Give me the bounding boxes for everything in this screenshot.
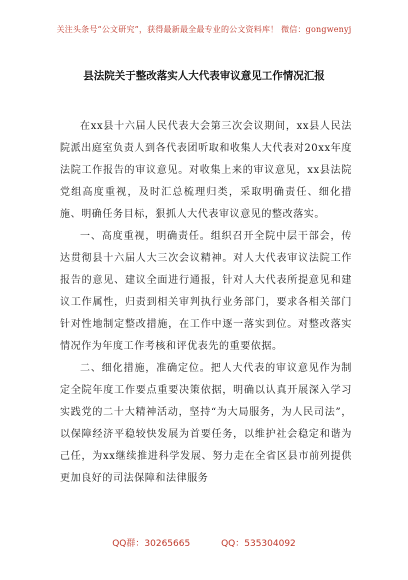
header-banner: 关注头条号“公文研究”，获得最新最全最专业的公文资料库！ 微信：gongwenyj [56,25,352,34]
footer-qq-number: QQ：535304092 [221,539,296,549]
document-title: 县法院关于整改落实人大代表审议意见工作情况汇报 [83,70,325,82]
footer-contact [0,536,408,549]
footer-qq-group: QQ群：30265665 [112,539,191,549]
document-body [60,116,352,490]
paragraph-intro: 在xx县十六届人民代表大会第三次会议期间，xx县人民法院派出庭室负责人到各代表团听取和收集人大代表对20xx年度法院工作报告的审议意见。对收集上来的审议意见，xx县法院党组高度重视，及时汇总梳理归类，采取明确责任、细化措施、明确任务目标，狠抓人大代表审议意见的整改落实。 [60,121,352,220]
paragraph-section-two: 二、细化措施，准确定位。把人大代表的审议意见作为制定全院年度工作要点重要决策依据，明确以认真开展深入学习实践党的二十大精神活动，坚持“为大局服务，为人民司法”，以保障经济平稳较快发展为首要任务，以维护社会稳定和谐为己任，为xx继续推进科学发展、努力走在全省区县市前列提供更加良好的司法保障和法律服务 [60,363,352,484]
paragraph-section-one: 一、高度重视，明确责任。组织召开全院中层干部会，传达贯彻县十六届人大三次会议精神。对人大代表审议法院工作报告的意见、建议全面进行通报，针对人大代表所提意见和建议工作属性，归责到相关审判执行业务部门，要求各相关部门针对性地制定整改措施，在工作中逐一落实到位。对整改落实情况作为年度工作考核和评优表先的重要依据。 [60,231,352,352]
